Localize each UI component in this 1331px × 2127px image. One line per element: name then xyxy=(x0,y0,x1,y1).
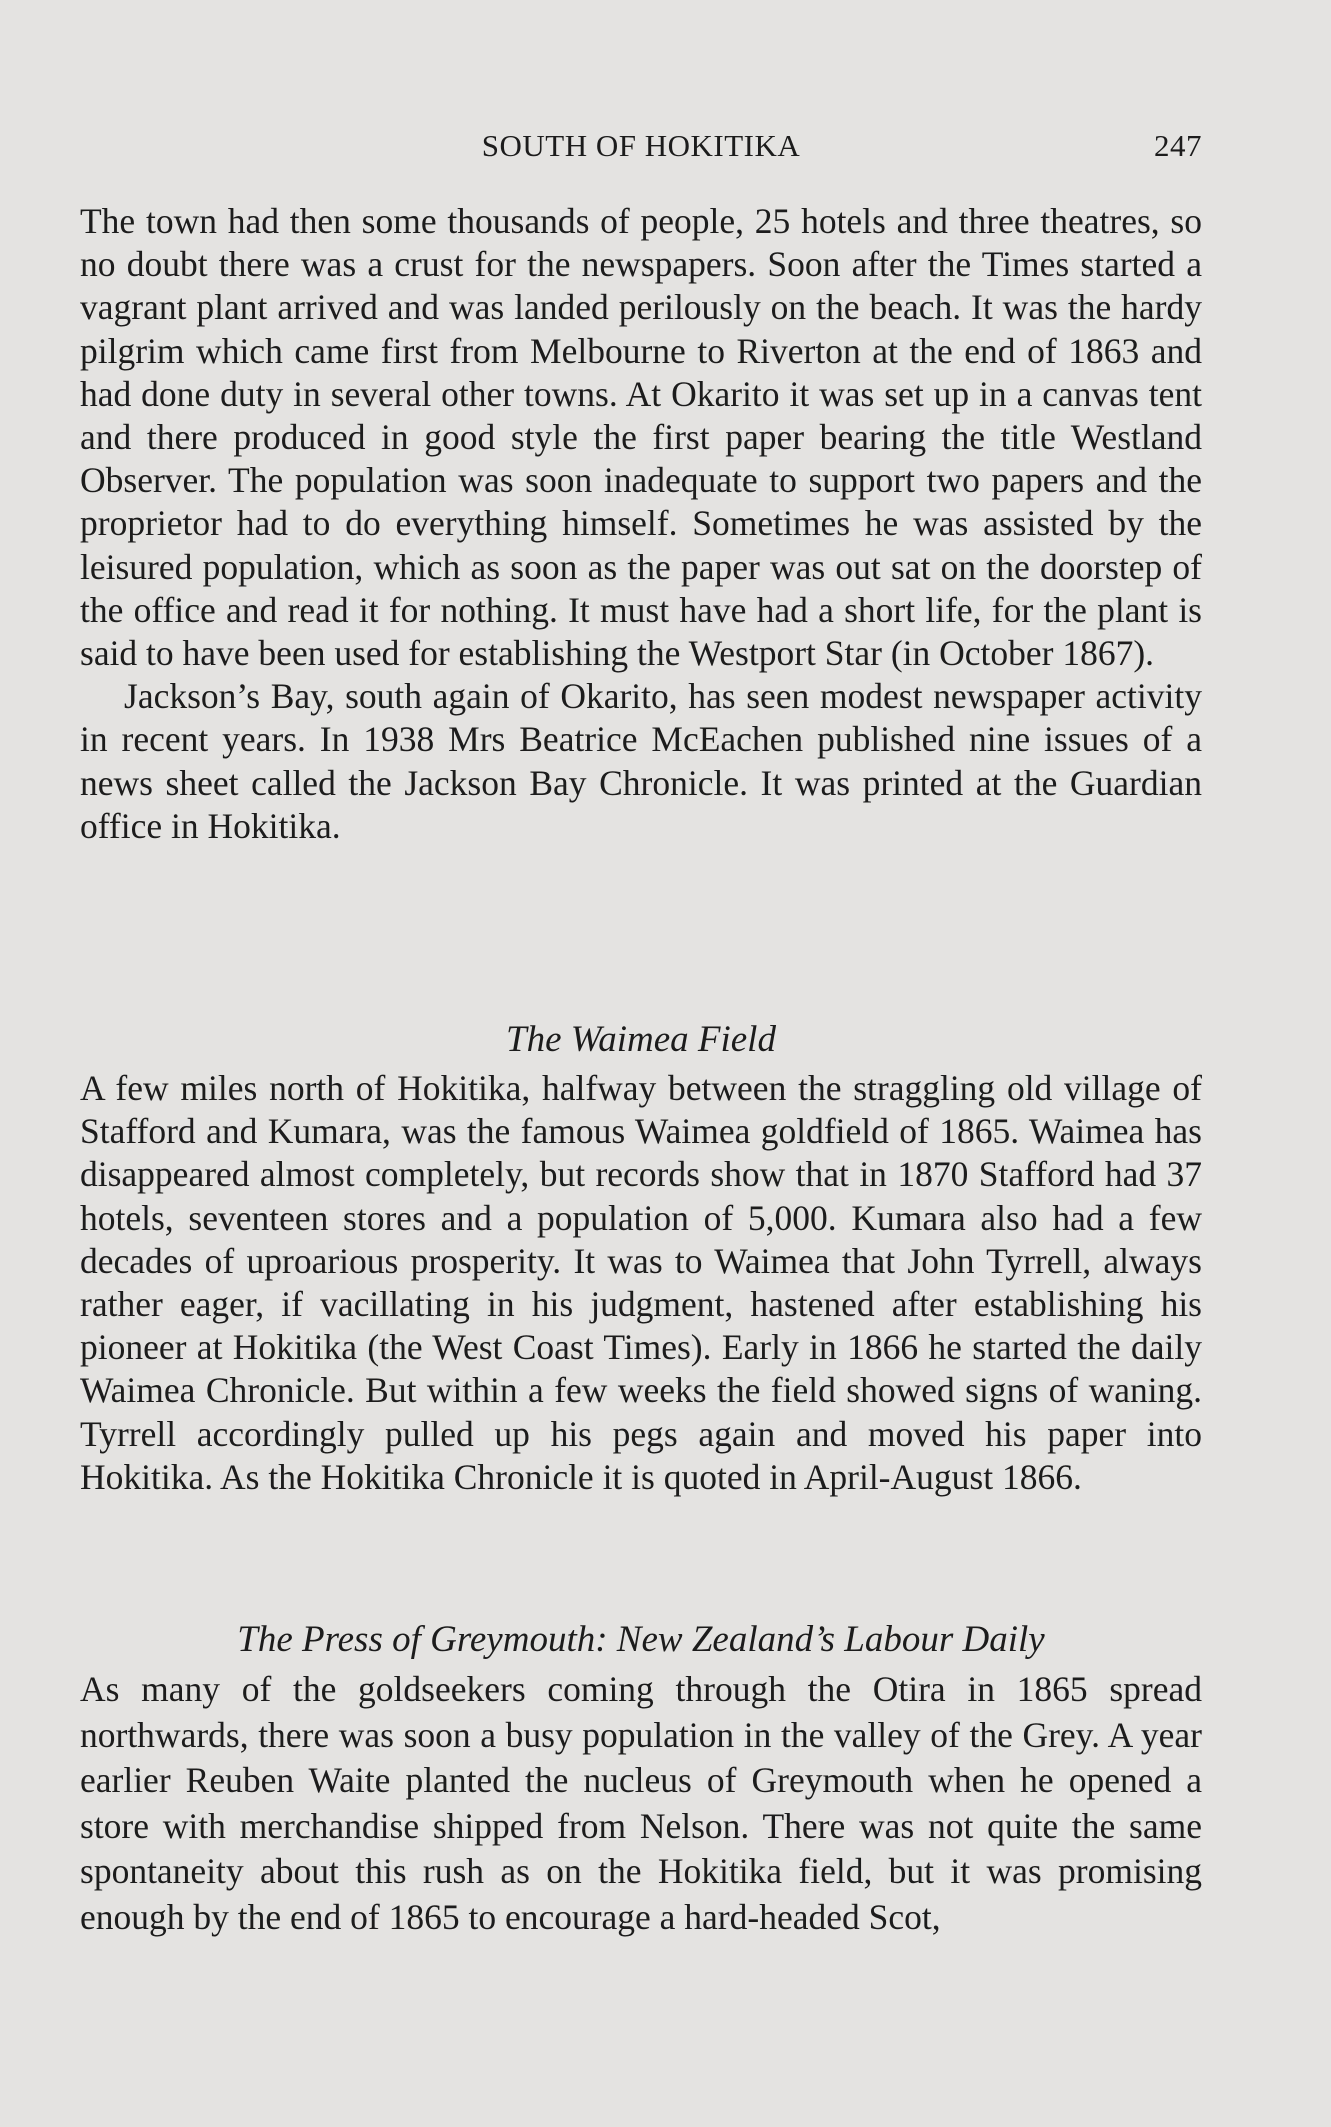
section-body-greymouth xyxy=(80,1667,1202,1941)
heading-waimea-field: The Waimea Field xyxy=(506,1019,776,1060)
section-body-okarito xyxy=(80,200,1202,848)
paragraph-waimea: A few miles north of Hokitika, halfway between the straggling old village of Stafford and Kumara, was the famous Waimea goldfield of 1865. Waimea has disappeared almost completely, but records show that in 1870 Stafford had 37 hotels, seventeen stores and a population of 5,000. Kumara also had a few decades of uproarious prosperity. It was to Waimea that John Tyrrell, always rather eager, if vacillating in his judgment, hastened after establishing his pioneer at Hokitika (the West Coast Times). Early in 1866 he started the daily Waimea Chronicle. But within a few weeks the field showed signs of waning. Tyrrell accordingly pulled up his pegs again and moved his paper into Hokitika. As the Hokitika Chronicle it is quoted in April-August 1866. xyxy=(80,1068,1202,1497)
running-head xyxy=(80,128,1202,168)
heading-press-of-greymouth: The Press of Greymouth: New Zealand’s Labour Daily xyxy=(237,1619,1045,1660)
paragraph-jacksons-bay: Jackson’s Bay, south again of Okarito, has seen modest newspaper activity in recent years. In 1938 Mrs Beatrice McEachen published nine issues of a news sheet called the Jackson Bay Chronicle. It was printed at the Guardian office in Hokitika. xyxy=(80,676,1202,846)
running-head-title: SOUTH OF HOKITIKA xyxy=(481,128,801,163)
section-body-waimea xyxy=(80,1067,1202,1499)
paragraph-greymouth: As many of the goldseekers coming through the Otira in 1865 spread northwards, there was soon a busy population in the valley of the Grey. A year earlier Reuben Waite planted the nucleus of Greymouth when he opened a store with merchandise shipped from Nelson. There was not quite the same spontaneity about this rush as on the Hokitika field, but it was promising enough by the end of 1865 to encourage a hard-headed Scot, xyxy=(80,1669,1202,1937)
paragraph-westland-observer: The town had then some thousands of people, 25 hotels and three theatres, so no doubt there was a crust for the newspapers. Soon after the Times started a vagrant plant arrived and was landed perilously on the beach. It was the hardy pilgrim which came first from Melbourne to Riverton at the end of 1863 and had done duty in several other towns. At Okarito it was set up in a canvas tent and there produced in good style the first paper bearing the title Westland Observer. The population was soon inadequate to support two papers and the proprietor had to do everything himself. Sometimes he was assisted by the leisured population, which as soon as the paper was out sat on the doorstep of the office and read it for nothing. It must have had a short life, for the plant is said to have been used for establishing the Westport Star (in October 1867). xyxy=(80,201,1202,674)
page-number: 247 xyxy=(1154,128,1202,163)
